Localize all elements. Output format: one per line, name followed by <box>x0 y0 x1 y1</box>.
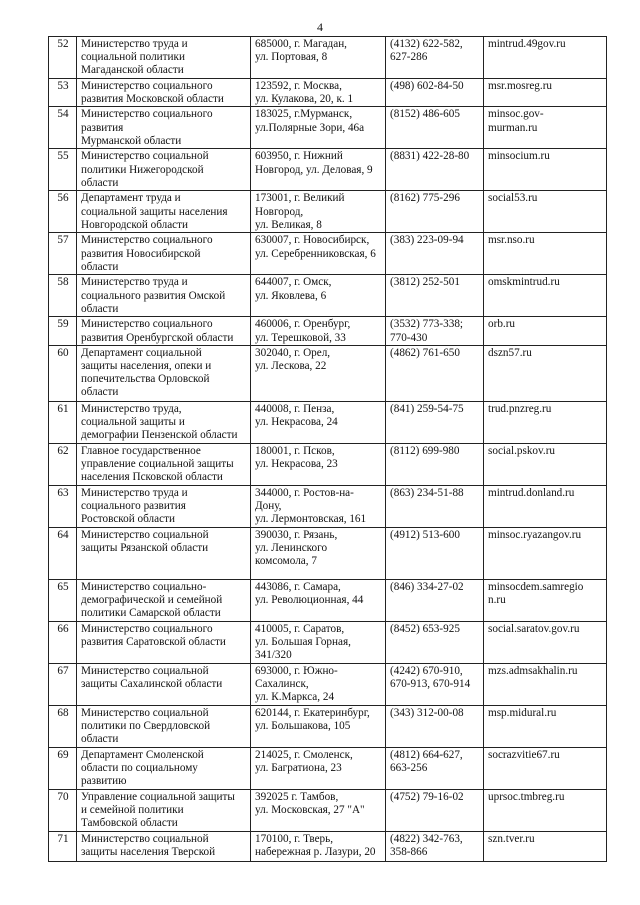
agency-address: 644007, г. Омск, ул. Яковлева, 6 <box>251 275 386 317</box>
agency-website: uprsoc.tmbreg.ru <box>484 789 607 831</box>
row-number: 69 <box>49 747 77 789</box>
agency-name: Министерство труда и социального развития Омской области <box>77 275 251 317</box>
table-row <box>49 443 607 485</box>
agency-name: Министерство социального развития Саратовской области <box>77 621 251 663</box>
row-number: 62 <box>49 443 77 485</box>
agency-phone: (863) 234-51-88 <box>386 485 484 527</box>
agency-website: msr.mosreg.ru <box>484 79 607 107</box>
agency-address: 214025, г. Смоленск, ул. Багратиона, 23 <box>251 747 386 789</box>
agency-name: Департамент социальной защиты населения, опеки и попечительства Орловской области <box>77 345 251 401</box>
agency-name: Министерство социального развития Московской области <box>77 79 251 107</box>
agency-address: 620144, г. Екатеринбург, ул. Большакова, 105 <box>251 705 386 747</box>
agency-name: Министерство труда и социальной политики Магаданской области <box>77 37 251 79</box>
agency-website: omskmintrud.ru <box>484 275 607 317</box>
agency-name: Министерство труда, социальной защиты и демографии Пензенской области <box>77 401 251 443</box>
agency-website: msp.midural.ru <box>484 705 607 747</box>
agency-phone: (846) 334-27-02 <box>386 579 484 621</box>
page-number: 4 <box>317 20 323 34</box>
agency-website: dszn57.ru <box>484 345 607 401</box>
agency-website: minsocdem.samregio n.ru <box>484 579 607 621</box>
agency-phone: (8162) 775-296 <box>386 191 484 233</box>
agency-website: mintrud.49gov.ru <box>484 37 607 79</box>
table-row <box>49 149 607 191</box>
agency-name: Министерство труда и социального развития Ростовской области <box>77 485 251 527</box>
agency-address: 440008, г. Пенза, ул. Некрасова, 24 <box>251 401 386 443</box>
agency-website: minsoc.ryazangov.ru <box>484 527 607 579</box>
agency-phone: (4812) 664-627, 663-256 <box>386 747 484 789</box>
table-row <box>49 401 607 443</box>
agency-name: Главное государственное управление социальной защиты населения Псковской области <box>77 443 251 485</box>
agency-address: 685000, г. Магадан, ул. Портовая, 8 <box>251 37 386 79</box>
agency-address: 410005, г. Саратов, ул. Большая Горная, 341/320 <box>251 621 386 663</box>
agency-website: szn.tver.ru <box>484 831 607 861</box>
agency-name: Министерство социального развития Новосибирской области <box>77 233 251 275</box>
agency-website: msr.nso.ru <box>484 233 607 275</box>
agency-address: 344000, г. Ростов-на- Дону, ул. Лермонтовская, 161 <box>251 485 386 527</box>
social-ministries-table <box>48 36 607 862</box>
agency-address: 180001, г. Псков, ул. Некрасова, 23 <box>251 443 386 485</box>
table-row <box>49 79 607 107</box>
table-row <box>49 275 607 317</box>
row-number: 60 <box>49 345 77 401</box>
agency-address: 173001, г. Великий Новгород, ул. Великая, 8 <box>251 191 386 233</box>
table-row <box>49 579 607 621</box>
agency-website: trud.pnzreg.ru <box>484 401 607 443</box>
row-number: 59 <box>49 317 77 345</box>
row-number: 63 <box>49 485 77 527</box>
agency-phone: (8112) 699-980 <box>386 443 484 485</box>
agency-phone: (3812) 252-501 <box>386 275 484 317</box>
agency-phone: (8452) 653-925 <box>386 621 484 663</box>
table-row <box>49 233 607 275</box>
agency-name: Министерство социальной защиты населения Тверской <box>77 831 251 861</box>
agency-phone: (8152) 486-605 <box>386 107 484 149</box>
agency-phone: (4132) 622-582, 627-286 <box>386 37 484 79</box>
agency-phone: (498) 602-84-50 <box>386 79 484 107</box>
agency-name: Министерство социальной политики Нижегородской области <box>77 149 251 191</box>
agency-name: Министерство социальной политики по Свердловской области <box>77 705 251 747</box>
table-row <box>49 527 607 579</box>
table-row <box>49 485 607 527</box>
table-body <box>49 37 607 862</box>
agency-website: minsocium.ru <box>484 149 607 191</box>
agency-phone: (4822) 342-763, 358-866 <box>386 831 484 861</box>
row-number: 68 <box>49 705 77 747</box>
agency-address: 460006, г. Оренбург, ул. Терешковой, 33 <box>251 317 386 345</box>
row-number: 57 <box>49 233 77 275</box>
row-number: 64 <box>49 527 77 579</box>
agency-name: Министерство социально- демографической и семейной политики Самарской области <box>77 579 251 621</box>
row-number: 55 <box>49 149 77 191</box>
table-row <box>49 747 607 789</box>
table-row <box>49 621 607 663</box>
agency-website: social.pskov.ru <box>484 443 607 485</box>
row-number: 67 <box>49 663 77 705</box>
row-number: 65 <box>49 579 77 621</box>
agency-address: 603950, г. Нижний Новгород, ул. Деловая, 9 <box>251 149 386 191</box>
table-row <box>49 191 607 233</box>
agency-address: 123592, г. Москва, ул. Кулакова, 20, к. 1 <box>251 79 386 107</box>
table-row <box>49 705 607 747</box>
agency-phone: (4912) 513-600 <box>386 527 484 579</box>
agency-website: mintrud.donland.ru <box>484 485 607 527</box>
agency-phone: (8831) 422-28-80 <box>386 149 484 191</box>
row-number: 61 <box>49 401 77 443</box>
agency-phone: (4242) 670-910, 670-913, 670-914 <box>386 663 484 705</box>
agency-address: 630007, г. Новосибирск, ул. Серебренниковская, 6 <box>251 233 386 275</box>
agency-website: minsoc.gov- murman.ru <box>484 107 607 149</box>
row-number: 70 <box>49 789 77 831</box>
agency-address: 392025 г. Тамбов, ул. Московская, 27 "А" <box>251 789 386 831</box>
agency-phone: (343) 312-00-08 <box>386 705 484 747</box>
agency-name: Министерство социального развития Оренбургской области <box>77 317 251 345</box>
agency-phone: (4862) 761-650 <box>386 345 484 401</box>
agency-address: 170100, г. Тверь, набережная р. Лазури, 20 <box>251 831 386 861</box>
agency-website: orb.ru <box>484 317 607 345</box>
agency-name: Министерство социальной защиты Сахалинской области <box>77 663 251 705</box>
agency-website: social.saratov.gov.ru <box>484 621 607 663</box>
agency-name: Управление социальной защиты и семейной политики Тамбовской области <box>77 789 251 831</box>
table-row <box>49 789 607 831</box>
agency-name: Департамент труда и социальной защиты населения Новгородской области <box>77 191 251 233</box>
row-number: 52 <box>49 37 77 79</box>
agency-name: Министерство социальной защиты Рязанской области <box>77 527 251 579</box>
agency-name: Департамент Смоленской области по социальному развитию <box>77 747 251 789</box>
agency-address: 183025, г.Мурманск, ул.Полярные Зори, 46а <box>251 107 386 149</box>
agency-address: 693000, г. Южно- Сахалинск, ул. К.Маркса, 24 <box>251 663 386 705</box>
agency-name: Министерство социального развития Мурманской области <box>77 107 251 149</box>
table-row <box>49 317 607 345</box>
row-number: 54 <box>49 107 77 149</box>
row-number: 71 <box>49 831 77 861</box>
row-number: 56 <box>49 191 77 233</box>
agency-phone: (383) 223-09-94 <box>386 233 484 275</box>
agency-address: 443086, г. Самара, ул. Революционная, 44 <box>251 579 386 621</box>
agency-website: social53.ru <box>484 191 607 233</box>
table-row <box>49 345 607 401</box>
table-row <box>49 831 607 861</box>
agency-address: 390030, г. Рязань, ул. Ленинского комсомола, 7 <box>251 527 386 579</box>
row-number: 58 <box>49 275 77 317</box>
agency-phone: (4752) 79-16-02 <box>386 789 484 831</box>
row-number: 66 <box>49 621 77 663</box>
agency-website: socrazvitie67.ru <box>484 747 607 789</box>
table-row <box>49 663 607 705</box>
agency-website: mzs.admsakhalin.ru <box>484 663 607 705</box>
agency-address: 302040, г. Орел, ул. Лескова, 22 <box>251 345 386 401</box>
row-number: 53 <box>49 79 77 107</box>
table-row <box>49 37 607 79</box>
table-row <box>49 107 607 149</box>
agency-phone: (3532) 773-338; 770-430 <box>386 317 484 345</box>
agency-phone: (841) 259-54-75 <box>386 401 484 443</box>
